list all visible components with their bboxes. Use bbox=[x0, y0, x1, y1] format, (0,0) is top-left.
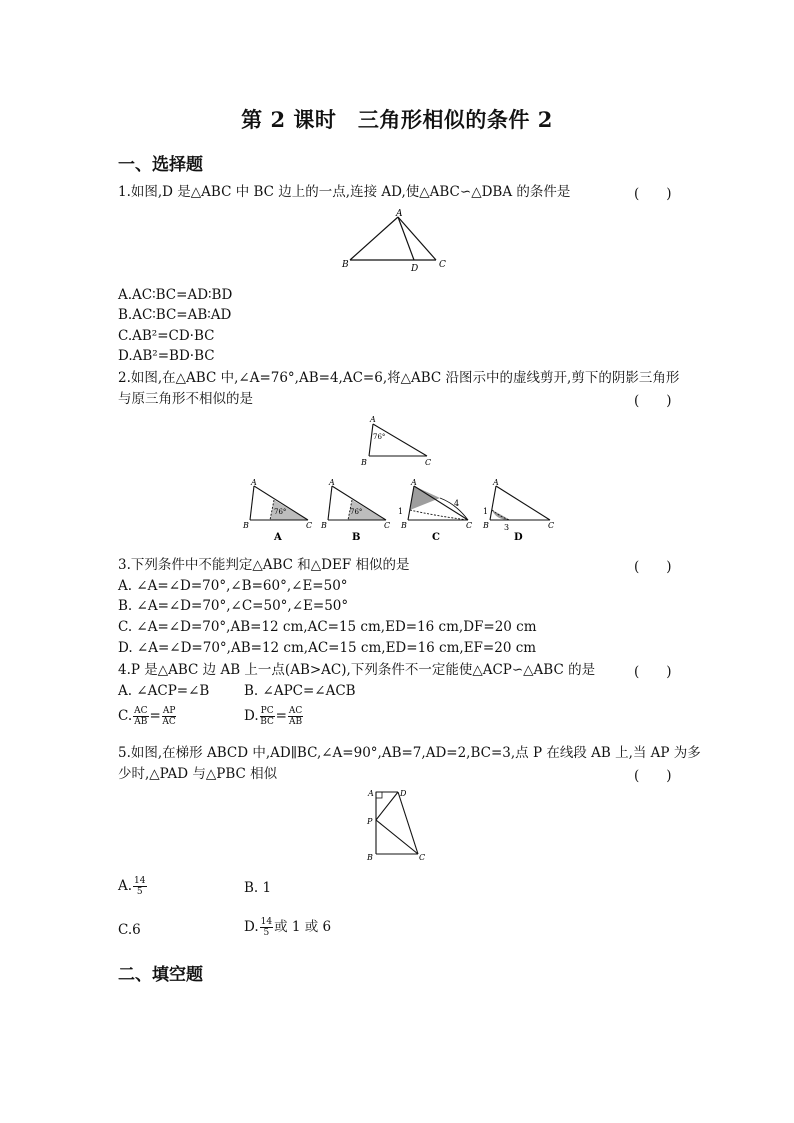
q1-option-a[interactable]: A.AC∶BC=AD∶BD bbox=[118, 287, 233, 303]
q5-segment-pd bbox=[376, 792, 398, 820]
q5-figure bbox=[362, 784, 434, 866]
q4-d-f2-num: AC bbox=[288, 706, 303, 716]
q5-a-num: 14 bbox=[134, 876, 146, 886]
q2-figc-num-1: 1 bbox=[398, 507, 404, 516]
q2-figd-num-3: 3 bbox=[504, 523, 510, 532]
q1-label-d: D bbox=[411, 264, 419, 274]
q2-figd-label-c: C bbox=[548, 521, 555, 530]
q1-figure bbox=[330, 205, 460, 275]
q5-option-b[interactable]: B. 1 bbox=[244, 880, 272, 896]
q5-option-a-fraction bbox=[133, 876, 146, 897]
q5-option-d-tail: 或 1 或 6 bbox=[274, 919, 332, 935]
q2-main-angle: 76° bbox=[373, 433, 386, 441]
q4-option-d-fraction-left bbox=[260, 706, 275, 727]
q3-option-a[interactable]: A. ∠A=∠D=70°,∠B=60°,∠E=50° bbox=[118, 578, 348, 594]
q5-option-d-fraction bbox=[260, 917, 273, 938]
q2-figd-side-ac bbox=[496, 486, 550, 520]
q2-figc-label-b: B bbox=[401, 521, 407, 530]
q5-label-b: B bbox=[367, 853, 373, 862]
q4-d-f1-den: BC bbox=[260, 717, 274, 727]
q4-option-c[interactable] bbox=[118, 706, 177, 727]
q1-label-c: C bbox=[439, 260, 446, 270]
q5-answer-paren: ( ) bbox=[634, 768, 672, 784]
q1-option-d[interactable]: D.AB²=BD·BC bbox=[118, 348, 215, 364]
q4-stem: 4.P 是△ABC 边 AB 上一点(AB>AC),下列条件不一定能使△ACP∽△ABC 的是 bbox=[118, 662, 596, 678]
q2-main-label-c: C bbox=[425, 458, 432, 467]
q5-option-c[interactable]: C.6 bbox=[118, 922, 141, 938]
q2-figd-label-a: A bbox=[493, 478, 499, 487]
q3-option-b[interactable]: B. ∠A=∠D=70°,∠C=50°,∠E=50° bbox=[118, 598, 349, 614]
q4-option-d[interactable] bbox=[244, 706, 304, 727]
q4-option-a[interactable]: A. ∠ACP=∠B bbox=[118, 683, 210, 699]
q2-figb-label-a: A bbox=[329, 478, 335, 487]
q2-figc-caption[interactable]: C bbox=[432, 532, 440, 543]
q3-option-c[interactable]: C. ∠A=∠D=70°,AB=12 cm,AC=15 cm,ED=16 cm,DF=20 cm bbox=[118, 619, 537, 635]
q2-main-label-b: B bbox=[361, 458, 367, 467]
q2-figure-a bbox=[240, 476, 315, 544]
q2-figc-label-a: A bbox=[411, 478, 417, 487]
q2-stem-line2: 与原三角形不相似的是 bbox=[118, 391, 253, 407]
q5-label-a: A bbox=[368, 789, 374, 798]
q3-stem: 3.下列条件中不能判定△ABC 和△DEF 相似的是 bbox=[118, 557, 410, 573]
q2-figa-angle: 76° bbox=[274, 508, 287, 516]
q5-d-num: 14 bbox=[260, 917, 273, 927]
q2-figd-caption[interactable]: D bbox=[514, 532, 523, 543]
section-choice-heading: 一、选择题 bbox=[118, 155, 203, 175]
q4-c-eq: = bbox=[149, 708, 161, 724]
q2-main-figure bbox=[355, 410, 435, 470]
q2-figb-caption[interactable]: B bbox=[352, 532, 361, 543]
q5-label-d: D bbox=[400, 789, 407, 798]
q2-figure-b bbox=[318, 476, 393, 544]
q5-option-a[interactable] bbox=[118, 876, 148, 897]
q2-figb-label-c: C bbox=[384, 521, 391, 530]
q5-option-a-label: A. bbox=[118, 878, 133, 894]
q5-side-dc bbox=[398, 792, 418, 854]
q2-figb-side-ab bbox=[328, 486, 332, 520]
q5-option-d[interactable] bbox=[244, 917, 331, 938]
q2-figa-label-b: B bbox=[243, 521, 249, 530]
q2-figd-num-1: 1 bbox=[483, 507, 489, 516]
q4-option-c-label: C. bbox=[118, 708, 133, 724]
q4-d-eq: = bbox=[275, 708, 287, 724]
q2-answer-paren: ( ) bbox=[634, 393, 672, 409]
q2-figa-caption[interactable]: A bbox=[274, 532, 282, 543]
q5-segment-pc bbox=[376, 820, 418, 854]
q5-stem-line2: 少时,△PAD 与△PBC 相似 bbox=[118, 766, 278, 782]
q2-figd-label-b: B bbox=[483, 521, 489, 530]
q4-c-f1-num: AC bbox=[134, 706, 148, 716]
q4-option-b[interactable]: B. ∠APC=∠ACB bbox=[244, 683, 356, 699]
q2-figure-c bbox=[396, 476, 476, 544]
q1-option-c[interactable]: C.AB²=CD·BC bbox=[118, 328, 215, 344]
q1-side-ac bbox=[398, 217, 436, 260]
q2-figa-side-ab bbox=[250, 486, 254, 520]
q2-figc-shaded-triangle bbox=[410, 486, 440, 510]
q1-answer-paren: ( ) bbox=[634, 186, 672, 202]
q5-option-d-label: D. bbox=[244, 919, 259, 935]
q2-figd-shaded-region bbox=[492, 510, 510, 520]
q2-figa-label-a: A bbox=[251, 478, 257, 487]
q1-option-b[interactable]: B.AC∶BC=AB∶AD bbox=[118, 307, 232, 323]
q2-main-label-a: A bbox=[370, 415, 376, 424]
q2-figb-label-b: B bbox=[321, 521, 327, 530]
q4-option-c-fraction-left bbox=[133, 706, 148, 727]
q4-c-f2-den: AC bbox=[162, 717, 176, 727]
q2-stem-line1: 2.如图,在△ABC 中,∠A=76°,AB=4,AC=6,将△ABC 沿图示中的虚线剪开,剪下的阴影三角形 bbox=[118, 370, 680, 386]
q2-figb-angle: 76° bbox=[350, 508, 363, 516]
q5-d-den: 5 bbox=[263, 928, 270, 938]
q5-label-c: C bbox=[419, 853, 426, 862]
q4-d-f2-den: AB bbox=[289, 717, 303, 727]
q5-label-p: P bbox=[367, 817, 373, 826]
q5-a-den: 5 bbox=[136, 887, 143, 897]
q2-figd-side-ab bbox=[490, 486, 496, 520]
page-title: 第 2 课时 三角形相似的条件 2 bbox=[241, 107, 553, 132]
q5-right-angle-mark bbox=[376, 792, 382, 798]
q4-answer-paren: ( ) bbox=[634, 664, 672, 680]
section-fill-heading: 二、填空题 bbox=[118, 965, 203, 985]
q2-figa-label-c: C bbox=[306, 521, 313, 530]
q1-label-a: A bbox=[396, 209, 403, 219]
q3-option-d[interactable]: D. ∠A=∠D=70°,AB=12 cm,AC=15 cm,ED=16 cm,EF=20 cm bbox=[118, 640, 537, 656]
q5-stem-line1: 5.如图,在梯形 ABCD 中,AD∥BC,∠A=90°,AB=7,AD=2,BC=3,点 P 在线段 AB 上,当 AP 为多 bbox=[118, 745, 701, 761]
q4-c-f2-num: AP bbox=[162, 706, 176, 716]
q2-figure-d bbox=[478, 476, 558, 544]
q3-answer-paren: ( ) bbox=[634, 559, 672, 575]
q2-figc-label-c: C bbox=[466, 521, 473, 530]
q4-c-f1-den: AB bbox=[134, 717, 148, 727]
q1-side-ab bbox=[350, 217, 398, 260]
q1-stem: 1.如图,D 是△ABC 中 BC 边上的一点,连接 AD,使△ABC∽△DBA 的条件是 bbox=[118, 184, 571, 200]
q4-option-d-label: D. bbox=[244, 708, 259, 724]
q4-option-c-fraction-right bbox=[162, 706, 177, 727]
q2-figc-num-4: 4 bbox=[454, 499, 460, 508]
q4-option-d-fraction-right bbox=[288, 706, 303, 727]
q4-d-f1-num: PC bbox=[260, 706, 274, 716]
q1-segment-ad bbox=[398, 217, 414, 260]
q1-label-b: B bbox=[342, 260, 349, 270]
